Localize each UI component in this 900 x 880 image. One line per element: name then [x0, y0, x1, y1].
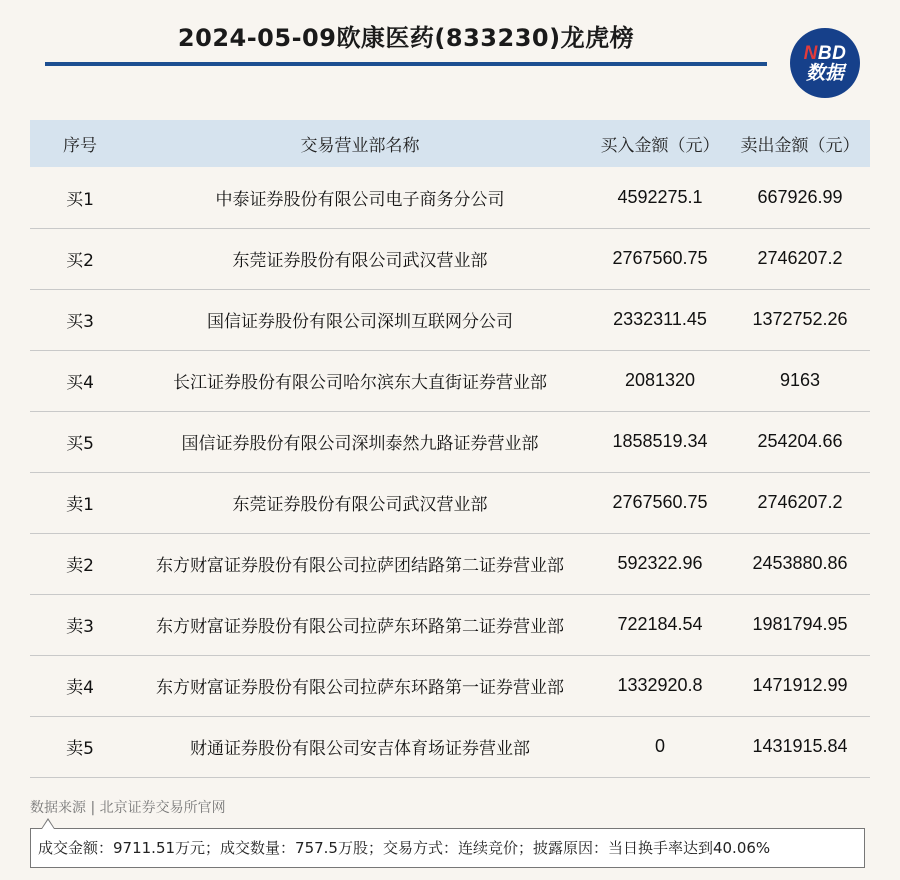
- row-branch-name: 中泰证券股份有限公司电子商务分公司: [215, 189, 505, 210]
- row-seq: 卖3: [66, 617, 94, 637]
- row-seq: 卖2: [66, 556, 94, 576]
- column-header-branch: 交易营业部名称: [300, 136, 420, 156]
- callout-pointer-fill: [42, 820, 54, 829]
- row-buy-amount: 2767560.75: [612, 492, 708, 512]
- table-row: [30, 411, 870, 472]
- row-seq: 卖1: [66, 495, 94, 515]
- dragon-tiger-table: [30, 120, 870, 778]
- logo-bd: BD: [817, 42, 847, 64]
- trade-summary-box: 成交金额：9711.51万元；成交数量：757.5万股；交易方式：连续竞价；披露原因：当日换手率达到40.06%: [30, 828, 865, 868]
- row-sell-amount: 2453880.86: [752, 553, 848, 573]
- row-buy-amount: 2081320: [624, 370, 696, 390]
- column-header-buy: 买入金额（元）: [600, 136, 720, 156]
- row-seq: 买4: [66, 373, 94, 393]
- row-buy-amount: 592322.96: [617, 553, 703, 573]
- nbd-logo: [790, 28, 860, 98]
- logo-subtitle: 数据: [805, 62, 844, 84]
- data-source: 数据来源 | 北京证券交易所官网: [30, 800, 226, 816]
- table-row: [30, 289, 870, 350]
- row-buy-amount: 2767560.75: [612, 248, 708, 268]
- row-sell-amount: 1431915.84: [752, 736, 848, 756]
- row-seq: 买2: [66, 251, 94, 271]
- row-branch-name: 财通证券股份有限公司安吉体育场证券营业部: [190, 739, 530, 759]
- row-branch-name: 东莞证券股份有限公司武汉营业部: [232, 495, 488, 515]
- row-branch-name: 东方财富证券股份有限公司拉萨东环路第一证券营业部: [156, 678, 564, 698]
- row-sell-amount: 667926.99: [757, 186, 843, 207]
- row-sell-amount: 2746207.2: [757, 248, 843, 268]
- table-row: [30, 533, 870, 594]
- row-sell-amount: 9163: [779, 370, 821, 390]
- row-branch-name: 东莞证券股份有限公司武汉营业部: [232, 251, 488, 271]
- logo-n: N: [803, 42, 818, 64]
- row-branch-name: 国信证券股份有限公司深圳泰然九路证券营业部: [181, 434, 539, 454]
- row-buy-amount: 4592275.1: [617, 186, 703, 207]
- row-branch-name: 长江证券股份有限公司哈尔滨东大直街证券营业部: [173, 373, 547, 393]
- row-seq: 买3: [66, 312, 94, 332]
- row-seq: 卖4: [66, 678, 94, 698]
- title-underline: [45, 62, 767, 66]
- row-branch-name: 东方财富证券股份有限公司拉萨团结路第二证券营业部: [156, 556, 564, 576]
- row-buy-amount: 722184.54: [617, 614, 703, 634]
- row-sell-amount: 254204.66: [757, 431, 843, 451]
- table-row: [30, 350, 870, 411]
- table-row: [30, 716, 870, 777]
- table-row: [30, 655, 870, 716]
- row-sell-amount: 1372752.26: [752, 309, 848, 329]
- row-branch-name: 东方财富证券股份有限公司拉萨东环路第二证券营业部: [156, 617, 564, 637]
- table-row: [30, 472, 870, 533]
- row-seq: 买5: [66, 434, 94, 454]
- row-buy-amount: 0: [654, 736, 665, 756]
- row-seq: 买1: [66, 189, 94, 210]
- table-row: [30, 167, 870, 228]
- page-title: 2024-05-09欧康医药(833230)龙虎榜: [177, 24, 635, 52]
- table-header-row: [30, 120, 870, 167]
- logo-wordmark: [804, 44, 847, 63]
- table-row: [30, 228, 870, 289]
- row-sell-amount: 1981794.95: [752, 614, 848, 634]
- column-header-seq: 序号: [63, 136, 97, 156]
- row-sell-amount: 2746207.2: [757, 492, 843, 512]
- row-branch-name: 国信证券股份有限公司深圳互联网分公司: [207, 312, 513, 332]
- table-row: [30, 594, 870, 655]
- row-buy-amount: 1332920.8: [617, 675, 703, 695]
- row-buy-amount: 2332311.45: [613, 309, 707, 329]
- row-seq: 卖5: [66, 739, 94, 759]
- row-buy-amount: 1858519.34: [612, 431, 708, 451]
- row-sell-amount: 1471912.99: [752, 675, 848, 695]
- column-header-sell: 卖出金额（元）: [740, 136, 860, 156]
